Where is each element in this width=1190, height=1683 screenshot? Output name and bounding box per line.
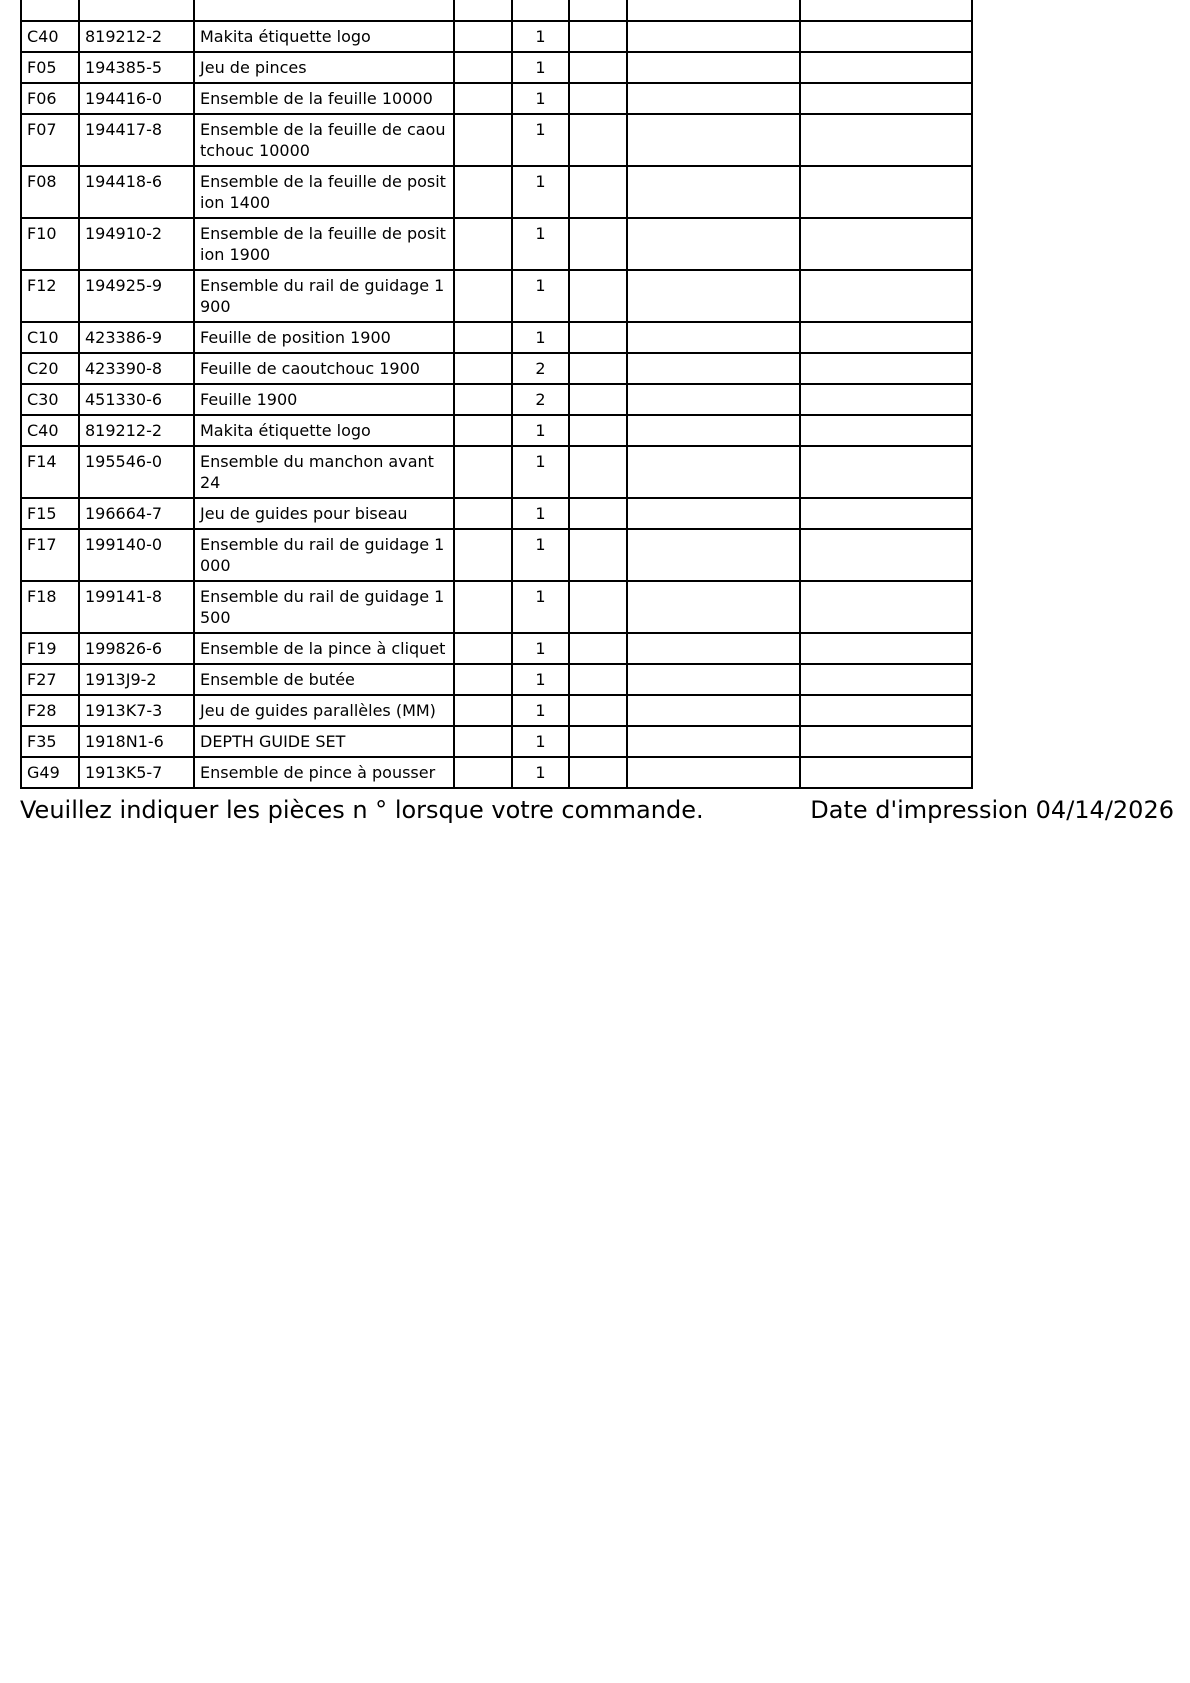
blank-cell — [627, 415, 800, 446]
blank-cell — [569, 114, 627, 166]
blank-cell — [454, 757, 512, 788]
blank-cell — [800, 21, 972, 52]
blank-cell — [627, 384, 800, 415]
description-cell: Makita étiquette logo — [194, 21, 454, 52]
part-number-cell: 194910-2 — [79, 218, 194, 270]
blank-cell — [569, 529, 627, 581]
blank-cell — [800, 384, 972, 415]
item-cell: F19 — [21, 633, 79, 664]
description-cell: Feuille 1900 — [194, 384, 454, 415]
blank-cell — [800, 664, 972, 695]
part-number-cell: 194418-6 — [79, 166, 194, 218]
item-cell: G49 — [21, 757, 79, 788]
blank-cell — [569, 498, 627, 529]
table-row — [21, 757, 972, 788]
blank-cell — [454, 166, 512, 218]
item-cell: F12 — [21, 270, 79, 322]
blank-cell — [627, 353, 800, 384]
quantity-cell: 1 — [512, 529, 569, 581]
blank-cell — [569, 166, 627, 218]
blank-cell — [800, 166, 972, 218]
table-row — [21, 415, 972, 446]
item-cell: C30 — [21, 384, 79, 415]
blank-cell — [569, 270, 627, 322]
quantity-cell: 1 — [512, 270, 569, 322]
item-cell: F35 — [21, 726, 79, 757]
blank-cell — [454, 322, 512, 353]
blank-cell — [454, 633, 512, 664]
part-number-cell: 194416-0 — [79, 83, 194, 114]
blank-cell — [627, 270, 800, 322]
quantity-cell: 1 — [512, 114, 569, 166]
quantity-cell: 2 — [512, 353, 569, 384]
blank-cell — [800, 114, 972, 166]
item-cell: F28 — [21, 695, 79, 726]
blank-cell — [627, 664, 800, 695]
order-instruction-note: Veuillez indiquer les pièces n ° lorsque votre commande. — [20, 796, 704, 824]
quantity-cell: 1 — [512, 446, 569, 498]
blank-cell — [800, 581, 972, 633]
quantity-cell: 1 — [512, 218, 569, 270]
blank-cell — [569, 353, 627, 384]
description-cell: Ensemble de la feuille de caoutchouc 10000 — [194, 114, 454, 166]
table-row — [21, 270, 972, 322]
blank-cell — [569, 83, 627, 114]
part-number-cell: 194925-9 — [79, 270, 194, 322]
blank-cell — [627, 83, 800, 114]
part-number-cell: 423390-8 — [79, 353, 194, 384]
blank-cell — [627, 114, 800, 166]
blank-cell — [800, 83, 972, 114]
part-number-cell: 194385-5 — [79, 52, 194, 83]
blank-cell — [627, 218, 800, 270]
part-number-cell: 451330-6 — [79, 384, 194, 415]
description-cell: Jeu de guides parallèles (MM) — [194, 695, 454, 726]
blank-cell — [454, 415, 512, 446]
quantity-cell: 1 — [512, 415, 569, 446]
table-row — [21, 384, 972, 415]
quantity-cell: 1 — [512, 726, 569, 757]
blank-cell — [454, 581, 512, 633]
item-cell: C10 — [21, 322, 79, 353]
blank-cell — [569, 52, 627, 83]
table-row — [21, 166, 972, 218]
table-row — [21, 353, 972, 384]
table-row — [21, 83, 972, 114]
print-date: Date d'impression 04/14/2026 — [810, 796, 1174, 824]
quantity-cell: 1 — [512, 498, 569, 529]
description-cell: Ensemble de la feuille de position 1400 — [194, 166, 454, 218]
blank-cell — [800, 322, 972, 353]
description-cell: Feuille de position 1900 — [194, 322, 454, 353]
blank-cell — [569, 21, 627, 52]
blank-cell — [454, 664, 512, 695]
blank-cell — [569, 446, 627, 498]
item-cell: F17 — [21, 529, 79, 581]
parts-table — [20, 0, 973, 789]
blank-cell — [800, 270, 972, 322]
quantity-cell: 1 — [512, 695, 569, 726]
description-cell: Makita étiquette logo — [194, 415, 454, 446]
description-cell: Ensemble du rail de guidage 1000 — [194, 529, 454, 581]
blank-cell — [627, 633, 800, 664]
blank-cell — [454, 498, 512, 529]
table-row — [21, 529, 972, 581]
description-cell: Ensemble de pince à pousser — [194, 757, 454, 788]
part-number-cell: 1913J9-2 — [79, 664, 194, 695]
blank-cell — [800, 498, 972, 529]
part-number-cell: 199141-8 — [79, 581, 194, 633]
description-cell: Jeu de pinces — [194, 52, 454, 83]
blank-cell — [454, 21, 512, 52]
table-row — [21, 21, 972, 52]
quantity-cell: 1 — [512, 581, 569, 633]
blank-cell — [454, 52, 512, 83]
blank-cell — [454, 384, 512, 415]
table-row — [21, 726, 972, 757]
blank-cell — [569, 384, 627, 415]
table-row — [21, 218, 972, 270]
item-cell: F15 — [21, 498, 79, 529]
blank-cell — [800, 353, 972, 384]
part-number-cell: 423386-9 — [79, 322, 194, 353]
blank-cell — [454, 353, 512, 384]
item-cell: F07 — [21, 114, 79, 166]
blank-cell — [569, 664, 627, 695]
blank-cell — [800, 218, 972, 270]
part-number-cell: 1913K7-3 — [79, 695, 194, 726]
blank-cell — [569, 415, 627, 446]
blank-cell — [627, 581, 800, 633]
blank-cell — [627, 446, 800, 498]
quantity-cell: 2 — [512, 384, 569, 415]
blank-cell — [800, 695, 972, 726]
item-cell: F08 — [21, 166, 79, 218]
blank-cell — [454, 726, 512, 757]
part-number-cell: 819212-2 — [79, 21, 194, 52]
blank-cell — [627, 52, 800, 83]
blank-cell — [627, 21, 800, 52]
quantity-cell: 1 — [512, 664, 569, 695]
blank-cell — [454, 695, 512, 726]
table-row — [21, 664, 972, 695]
description-cell: Ensemble du rail de guidage 1500 — [194, 581, 454, 633]
quantity-cell: 1 — [512, 633, 569, 664]
item-cell: F14 — [21, 446, 79, 498]
blank-cell — [627, 757, 800, 788]
part-number-cell: 1913K5-7 — [79, 757, 194, 788]
blank-cell — [569, 322, 627, 353]
blank-cell — [454, 529, 512, 581]
item-cell: F05 — [21, 52, 79, 83]
part-number-cell: 819212-2 — [79, 415, 194, 446]
blank-cell — [569, 695, 627, 726]
part-number-cell: 194417-8 — [79, 114, 194, 166]
part-number-cell: 196664-7 — [79, 498, 194, 529]
table-row — [21, 581, 972, 633]
quantity-cell: 1 — [512, 52, 569, 83]
part-number-cell: 199140-0 — [79, 529, 194, 581]
blank-cell — [454, 446, 512, 498]
item-cell: C40 — [21, 415, 79, 446]
table-row — [21, 52, 972, 83]
quantity-cell: 1 — [512, 757, 569, 788]
blank-cell — [454, 218, 512, 270]
part-number-cell: 195546-0 — [79, 446, 194, 498]
quantity-cell: 1 — [512, 83, 569, 114]
item-cell: C40 — [21, 21, 79, 52]
blank-cell — [454, 114, 512, 166]
description-cell: Ensemble de la feuille de position 1900 — [194, 218, 454, 270]
description-cell: DEPTH GUIDE SET — [194, 726, 454, 757]
table-row — [21, 322, 972, 353]
description-cell: Ensemble du rail de guidage 1900 — [194, 270, 454, 322]
blank-cell — [800, 529, 972, 581]
description-cell: Ensemble de butée — [194, 664, 454, 695]
table-row — [21, 498, 972, 529]
blank-cell — [627, 726, 800, 757]
blank-cell — [627, 498, 800, 529]
blank-cell — [627, 695, 800, 726]
table-row — [21, 446, 972, 498]
blank-cell — [569, 218, 627, 270]
description-cell: Ensemble de la pince à cliquet — [194, 633, 454, 664]
table-row — [21, 695, 972, 726]
item-cell: C20 — [21, 353, 79, 384]
item-cell: F10 — [21, 218, 79, 270]
blank-cell — [569, 633, 627, 664]
blank-cell — [627, 166, 800, 218]
quantity-cell: 1 — [512, 166, 569, 218]
blank-cell — [569, 581, 627, 633]
parts-table-body — [21, 0, 972, 788]
blank-cell — [569, 757, 627, 788]
quantity-cell: 1 — [512, 21, 569, 52]
blank-cell — [627, 322, 800, 353]
item-cell: F18 — [21, 581, 79, 633]
blank-cell — [800, 415, 972, 446]
blank-cell — [800, 446, 972, 498]
table-row — [21, 114, 972, 166]
item-cell: F27 — [21, 664, 79, 695]
quantity-cell: 1 — [512, 322, 569, 353]
blank-cell — [569, 726, 627, 757]
part-number-cell: 199826-6 — [79, 633, 194, 664]
blank-cell — [800, 726, 972, 757]
description-cell: Feuille de caoutchouc 1900 — [194, 353, 454, 384]
blank-cell — [627, 529, 800, 581]
description-cell: Ensemble du manchon avant 24 — [194, 446, 454, 498]
table-row — [21, 633, 972, 664]
blank-cell — [454, 270, 512, 322]
part-number-cell: 1918N1-6 — [79, 726, 194, 757]
table-continuation-row — [21, 0, 972, 21]
blank-cell — [800, 757, 972, 788]
blank-cell — [800, 52, 972, 83]
blank-cell — [800, 633, 972, 664]
description-cell: Ensemble de la feuille 10000 — [194, 83, 454, 114]
blank-cell — [454, 83, 512, 114]
item-cell: F06 — [21, 83, 79, 114]
description-cell: Jeu de guides pour biseau — [194, 498, 454, 529]
